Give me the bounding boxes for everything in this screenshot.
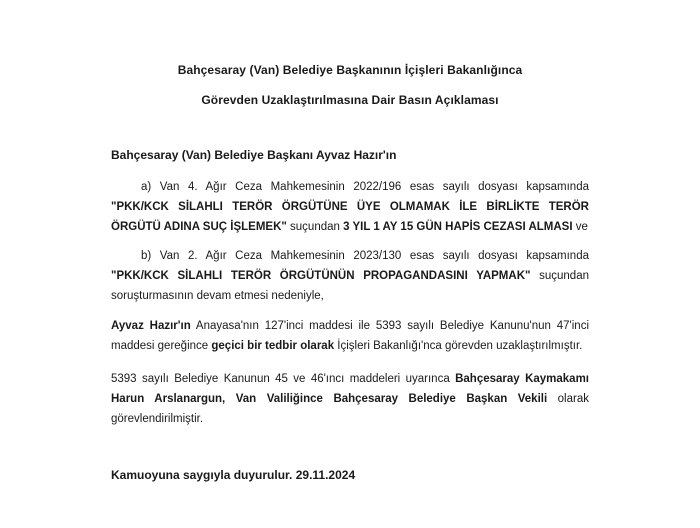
paragraph-b-charge: "PKK/KCK SİLAHLI TERÖR ÖRGÜTÜNÜN PROPAGANDASINI YAPMAK" — [111, 270, 531, 282]
paragraph-a-mid: suçundan — [286, 221, 344, 233]
paragraph-d-appointee: Bahçesaray Kaymakamı Harun Arslanargun, Van Valiliğince Bahçesaray Belediye Başkan Vekili — [111, 373, 589, 405]
paragraph-a — [111, 177, 589, 237]
paragraph-c-measure: geçici bir tedbir olarak — [211, 340, 335, 352]
paragraph-c-text2: İçişleri Bakanlığı'nca görevden uzaklaştırılmıştır. — [334, 340, 583, 352]
paragraph-d-text1: 5393 sayılı Belediye Kanunun 45 ve 46'ıncı maddeleri uyarınca — [111, 373, 456, 385]
title-line-1: Bahçesaray (Van) Belediye Başkanının İçişleri Bakanlığınca — [177, 63, 523, 77]
paragraph-a-intro: a) Van 4. Ağır Ceza Mahkemesinin 2022/196 esas sayılı dosyası kapsamında — [141, 181, 589, 193]
addressee-line: Bahçesaray (Van) Belediye Başkanı Ayvaz Hazır'ın — [111, 148, 397, 162]
paragraph-a-sentence: 3 YIL 1 AY 15 GÜN HAPİS CEZASI ALMASI — [343, 221, 573, 233]
paragraph-c-text1: Anayasa'nın 127'inci maddesi ile 5393 sayılı Belediye Kanunu'nun 47'inci maddesi gereğince — [111, 320, 589, 352]
paragraph-d-text2: olarak görevlendirilmiştir. — [111, 393, 589, 425]
paragraph-c — [111, 316, 589, 356]
paragraph-b-end: suçundan soruşturmasının devam etmesi nedeniyle, — [111, 270, 589, 302]
paragraph-a-end: ve — [572, 221, 588, 233]
paragraph-d — [111, 369, 589, 429]
paragraph-a-charge: "PKK/KCK SİLAHLI TERÖR ÖRGÜTÜNE ÜYE OLMAMAK İLE BİRLİKTE TERÖR ÖRGÜTÜ ADINA SUÇ İŞLEMEK" — [111, 201, 589, 233]
paragraph-b — [111, 246, 589, 306]
paragraph-b-intro: b) Van 2. Ağır Ceza Mahkemesinin 2023/130 esas sayılı dosyası kapsamında — [141, 250, 589, 262]
closing-line: Kamuoyuna saygıyla duyurulur. 29.11.2024 — [111, 468, 356, 482]
title-line-2: Görevden Uzaklaştırılmasına Dair Basın Açıklaması — [201, 93, 499, 107]
paragraph-c-name: Ayvaz Hazır'ın — [111, 320, 191, 332]
